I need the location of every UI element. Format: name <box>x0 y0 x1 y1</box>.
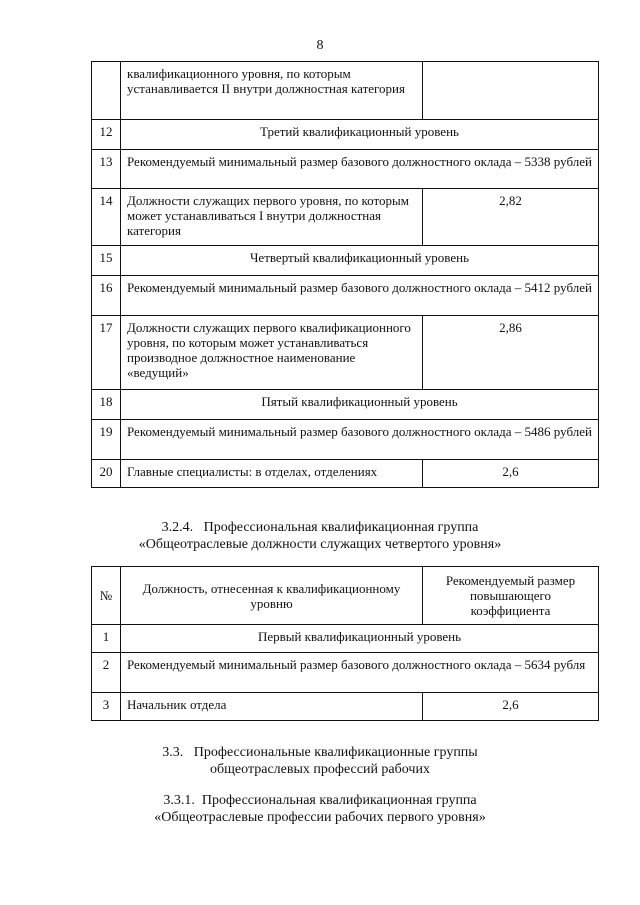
section-heading-line: «Общеотраслевые профессии рабочих первого уровня» <box>154 810 486 825</box>
table-row <box>92 150 599 189</box>
position-cell: Должности служащих первого уровня, по которым может устанавливаться I внутри должностная категория <box>121 189 423 246</box>
table-row <box>92 625 599 653</box>
row-number: 20 <box>92 460 121 488</box>
coefficient-cell: 2,82 <box>423 189 599 246</box>
table-row <box>92 390 599 420</box>
coefficient-cell <box>423 62 599 120</box>
level-heading-cell: Четвертый квалификационный уровень <box>121 246 599 276</box>
level-heading-cell: Третий квалификационный уровень <box>121 120 599 150</box>
salary-cell: Рекомендуемый минимальный размер базового должностного оклада – 5412 рублей <box>121 276 599 316</box>
position-cell: Начальник отдела <box>121 693 423 721</box>
row-number: 15 <box>92 246 121 276</box>
row-number: 3 <box>92 693 121 721</box>
row-number: 17 <box>92 316 121 390</box>
table-row <box>92 276 599 316</box>
table-row <box>92 316 599 390</box>
row-number: 19 <box>92 420 121 460</box>
qualification-table-fourth-level <box>91 566 599 721</box>
level-heading-cell: Пятый квалификационный уровень <box>121 390 599 420</box>
row-number: 2 <box>92 653 121 693</box>
table-row <box>92 420 599 460</box>
section-heading-3-2-4 <box>0 519 640 553</box>
section-heading-line: «Общеотраслевые должности служащих четвертого уровня» <box>138 537 502 552</box>
table-header-row <box>92 567 599 625</box>
position-cell: Должности служащих первого квалификационного уровня, по которым может устанавливаться производное должностное наименование «ведущий» <box>121 316 423 390</box>
section-heading-line: 3.3.1. Профессиональная квалификационная группа <box>163 793 477 808</box>
column-header-coefficient: Рекомендуемый размер повышающего коэффициента <box>423 567 599 625</box>
table-row <box>92 246 599 276</box>
table-row <box>92 62 599 120</box>
row-number: 14 <box>92 189 121 246</box>
row-number: 16 <box>92 276 121 316</box>
table-row <box>92 120 599 150</box>
coefficient-cell: 2,6 <box>423 460 599 488</box>
position-cell: Главные специалисты: в отделах, отделениях <box>121 460 423 488</box>
position-cell: квалификационного уровня, по которым устанавливается II внутри должностная категория <box>121 62 423 120</box>
row-number: 1 <box>92 625 121 653</box>
section-heading-3-3 <box>0 744 640 778</box>
row-number: 13 <box>92 150 121 189</box>
level-heading-cell: Первый квалификационный уровень <box>121 625 599 653</box>
table-row <box>92 189 599 246</box>
column-header-number: № <box>92 567 121 625</box>
page-number: 8 <box>316 38 324 53</box>
row-number: 18 <box>92 390 121 420</box>
table-row <box>92 460 599 488</box>
table-row <box>92 653 599 693</box>
table-row <box>92 693 599 721</box>
coefficient-cell: 2,6 <box>423 693 599 721</box>
row-number <box>92 62 121 120</box>
section-heading-line: 3.2.4. Профессиональная квалификационная группа <box>161 520 479 535</box>
column-header-position: Должность, отнесенная к квалификационному уровню <box>121 567 423 625</box>
salary-cell: Рекомендуемый минимальный размер базового должностного оклада – 5486 рублей <box>121 420 599 460</box>
row-number: 12 <box>92 120 121 150</box>
section-heading-line: общеотраслевых профессий рабочих <box>210 762 430 777</box>
section-heading-line: 3.3. Профессиональные квалификационные группы <box>162 745 478 760</box>
salary-cell: Рекомендуемый минимальный размер базового должностного оклада – 5634 рубля <box>121 653 599 693</box>
salary-cell: Рекомендуемый минимальный размер базового должностного оклада – 5338 рублей <box>121 150 599 189</box>
qualification-table-continued <box>91 61 599 488</box>
section-heading-3-3-1 <box>0 792 640 826</box>
coefficient-cell: 2,86 <box>423 316 599 390</box>
